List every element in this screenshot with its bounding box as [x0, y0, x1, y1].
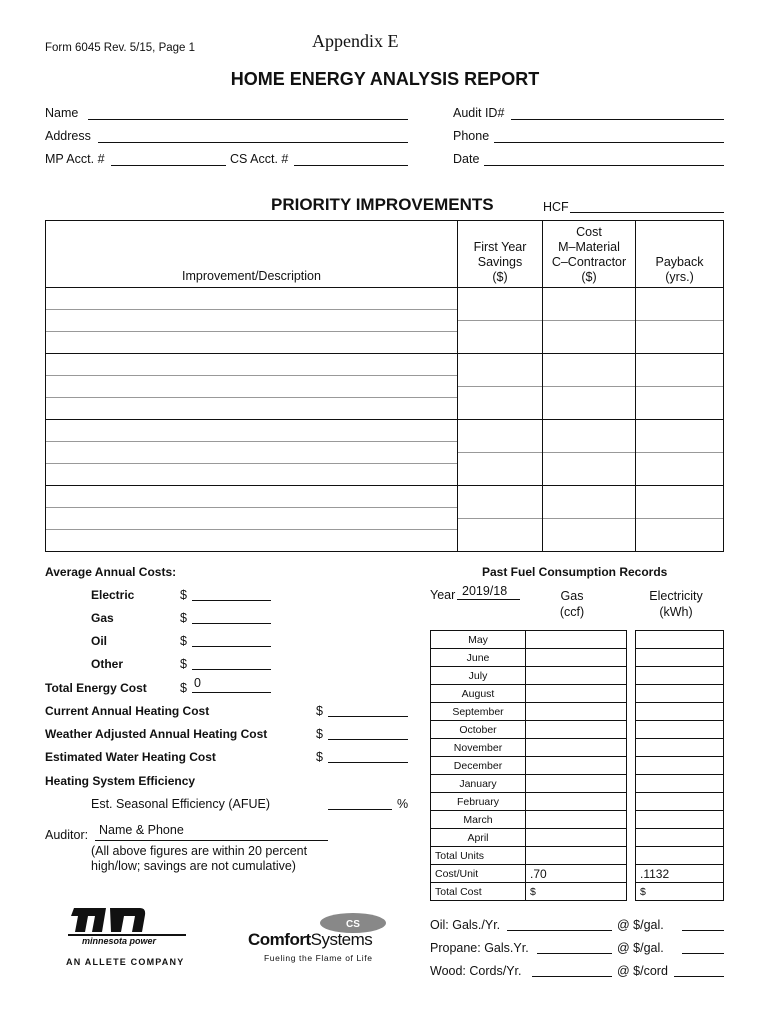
gas-value-cell[interactable] — [526, 793, 627, 811]
month-row-label: February — [431, 793, 526, 811]
electric-label: Electric — [91, 588, 135, 602]
mp-tagline: AN ALLETE COMPANY — [66, 957, 185, 967]
month-row — [431, 685, 724, 703]
col-payback-header: Payback (yrs.) — [636, 221, 724, 288]
gas-field[interactable] — [192, 623, 271, 624]
cs-acct-field[interactable] — [294, 165, 408, 166]
mp-name: minnesota power — [82, 936, 157, 946]
month-row-label: March — [431, 811, 526, 829]
cost-unit-row — [431, 865, 724, 883]
improvement-row — [46, 288, 724, 354]
weather-heating-dollar: $ — [316, 727, 323, 741]
oil-gals-field[interactable] — [507, 930, 612, 931]
month-row-label: August — [431, 685, 526, 703]
payback-cell[interactable] — [636, 288, 724, 354]
current-heating-dollar: $ — [316, 704, 323, 718]
minnesota-power-logo — [66, 906, 196, 968]
gas-value-cell[interactable] — [526, 649, 627, 667]
priority-table — [45, 220, 724, 552]
auditor-field[interactable] — [95, 840, 328, 841]
gas-value-cell[interactable] — [526, 685, 627, 703]
wood-cords-label: Wood: Cords/Yr. — [430, 964, 522, 978]
efficiency-heading: Heating System Efficiency — [45, 774, 196, 788]
wood-price-field[interactable] — [674, 976, 724, 977]
water-heating-dollar: $ — [316, 750, 323, 764]
column-gap — [627, 739, 636, 757]
description-cell[interactable] — [46, 420, 458, 486]
gas-dollar: $ — [180, 611, 187, 625]
total-energy-field[interactable] — [192, 692, 271, 693]
electricity-value-cell[interactable] — [636, 703, 724, 721]
column-gap — [627, 847, 636, 865]
oil-price-field[interactable] — [682, 930, 724, 931]
electricity-value-cell[interactable] — [636, 793, 724, 811]
audit-id-label: Audit ID# — [453, 106, 505, 120]
cs-name-rest: Systems — [310, 930, 373, 949]
propane-gals-label: Propane: Gals.Yr. — [430, 941, 529, 955]
phone-label: Phone — [453, 129, 490, 143]
gas-value-cell[interactable] — [526, 847, 627, 865]
month-row — [431, 703, 724, 721]
month-row-label: December — [431, 757, 526, 775]
total-energy-label: Total Energy Cost — [45, 681, 147, 695]
month-row — [431, 631, 724, 649]
savings-cell[interactable] — [458, 486, 543, 552]
other-dollar: $ — [180, 657, 187, 671]
water-heating-label: Estimated Water Heating Cost — [45, 750, 216, 764]
improvement-row — [46, 354, 724, 420]
gas-value-cell[interactable] — [526, 631, 627, 649]
column-gap — [627, 703, 636, 721]
phone-field[interactable] — [494, 142, 724, 143]
month-row — [431, 667, 724, 685]
electricity-value-cell[interactable] — [636, 847, 724, 865]
improvement-row — [46, 420, 724, 486]
column-gap — [627, 631, 636, 649]
column-gap — [627, 883, 636, 901]
electricity-value-cell[interactable] — [636, 811, 724, 829]
col-cost-header: Cost M–Material C–Contractor ($) — [543, 221, 636, 288]
description-cell[interactable] — [46, 354, 458, 420]
propane-unit-label: @ $/gal. — [617, 941, 664, 955]
propane-price-field[interactable] — [682, 953, 724, 954]
gas-value-cell[interactable] — [526, 775, 627, 793]
column-gap — [627, 721, 636, 739]
month-row-label: July — [431, 667, 526, 685]
date-label: Date — [453, 152, 480, 166]
oil-field[interactable] — [192, 646, 271, 647]
afue-field[interactable] — [328, 809, 392, 810]
electricity-value-cell[interactable] — [636, 739, 724, 757]
cost-unit-row-label: Cost/Unit — [431, 865, 526, 883]
column-gap — [627, 775, 636, 793]
propane-gals-field[interactable] — [537, 953, 612, 954]
total-energy-dollar: $ — [180, 681, 187, 695]
wood-unit-label: @ $/cord — [617, 964, 668, 978]
column-gap — [627, 757, 636, 775]
total-energy-value: 0 — [194, 676, 201, 690]
column-gap — [627, 649, 636, 667]
page-title: HOME ENERGY ANALYSIS REPORT — [230, 69, 540, 89]
address-label: Address — [45, 129, 91, 143]
cs-name — [248, 930, 372, 950]
hcf-field[interactable] — [570, 212, 724, 213]
savings-cell[interactable] — [458, 420, 543, 486]
audit-id-field[interactable] — [511, 119, 724, 120]
note-line-1: (All above figures are within 20 percent — [91, 844, 308, 858]
oil-unit-label: @ $/gal. — [617, 918, 664, 932]
electricity-value-cell[interactable]: $ — [636, 883, 724, 901]
oil-label: Oil — [91, 634, 108, 648]
cost-cell[interactable] — [543, 288, 636, 354]
column-gap — [627, 793, 636, 811]
electric-field[interactable] — [192, 600, 271, 601]
address-field[interactable] — [98, 142, 408, 143]
month-row — [431, 829, 724, 847]
col-savings-header: First Year Savings ($) — [458, 221, 543, 288]
month-row-label: January — [431, 775, 526, 793]
month-row-label: October — [431, 721, 526, 739]
col-description-header: Improvement/Description — [46, 221, 458, 288]
savings-cell[interactable] — [458, 288, 543, 354]
month-row — [431, 811, 724, 829]
month-row-label: May — [431, 631, 526, 649]
wood-cords-field[interactable] — [532, 976, 612, 977]
gas-value-cell[interactable]: .70 — [526, 865, 627, 883]
mp-acct-label: MP Acct. # — [45, 152, 105, 166]
name-field[interactable] — [88, 119, 408, 120]
current-heating-field[interactable] — [328, 716, 408, 717]
month-row — [431, 793, 724, 811]
afue-label: Est. Seasonal Efficiency (AFUE) — [91, 797, 271, 811]
cost-cell[interactable] — [543, 420, 636, 486]
gas-value-cell[interactable] — [526, 703, 627, 721]
current-heating-label: Current Annual Heating Cost — [45, 704, 210, 718]
electricity-value-cell[interactable]: .1132 — [636, 865, 724, 883]
month-row — [431, 721, 724, 739]
appendix-label: Appendix E — [312, 31, 399, 51]
total-cost-row-label: Total Cost — [431, 883, 526, 901]
electricity-header: Electricity (kWh) — [649, 589, 703, 619]
total-cost-row — [431, 883, 724, 901]
fuel-table — [430, 630, 724, 901]
total-units-row-label: Total Units — [431, 847, 526, 865]
payback-cell[interactable] — [636, 486, 724, 552]
month-row — [431, 775, 724, 793]
month-row-label: June — [431, 649, 526, 667]
weather-heating-field[interactable] — [328, 739, 408, 740]
hcf-label: HCF — [543, 200, 569, 214]
gas-value-cell[interactable] — [526, 667, 627, 685]
gas-value-cell[interactable] — [526, 739, 627, 757]
form-id: Form 6045 Rev. 5/15, Page 1 — [45, 42, 196, 54]
date-field[interactable] — [484, 165, 724, 166]
svg-text:CS: CS — [346, 919, 360, 930]
gas-label: Gas — [91, 611, 114, 625]
electric-dollar: $ — [180, 588, 187, 602]
oil-dollar: $ — [180, 634, 187, 648]
gas-value-cell[interactable] — [526, 811, 627, 829]
month-row — [431, 757, 724, 775]
auditor-value: Name & Phone — [99, 823, 184, 837]
month-row — [431, 649, 724, 667]
column-gap — [627, 685, 636, 703]
month-row-label: September — [431, 703, 526, 721]
cost-cell[interactable] — [543, 354, 636, 420]
savings-cell[interactable] — [458, 354, 543, 420]
month-row — [431, 739, 724, 757]
improvement-row — [46, 486, 724, 552]
column-gap — [627, 865, 636, 883]
column-gap — [627, 829, 636, 847]
electricity-value-cell[interactable] — [636, 631, 724, 649]
comfort-systems-logo — [248, 912, 388, 968]
water-heating-field[interactable] — [328, 762, 408, 763]
cs-tagline: Fueling the Flame of Life — [264, 953, 373, 963]
gas-header: Gas (ccf) — [559, 589, 585, 619]
year-value: 2019/18 — [462, 584, 508, 598]
percent-sign: % — [397, 797, 409, 811]
fuel-title: Past Fuel Consumption Records — [482, 565, 668, 579]
priority-title: PRIORITY IMPROVEMENTS — [271, 195, 494, 214]
year-field[interactable] — [457, 599, 520, 600]
electricity-value-cell[interactable] — [636, 685, 724, 703]
electricity-value-cell[interactable] — [636, 667, 724, 685]
gas-value-cell[interactable] — [526, 829, 627, 847]
gas-value-cell[interactable] — [526, 757, 627, 775]
description-cell[interactable] — [46, 288, 458, 354]
month-row-label: November — [431, 739, 526, 757]
payback-cell[interactable] — [636, 354, 724, 420]
cs-name-bold: Comfort — [248, 930, 311, 949]
payback-cell[interactable] — [636, 420, 724, 486]
name-label: Name — [45, 106, 79, 120]
gas-value-cell[interactable]: $ — [526, 883, 627, 901]
year-label: Year — [430, 588, 456, 602]
cost-cell[interactable] — [543, 486, 636, 552]
electricity-value-cell[interactable] — [636, 721, 724, 739]
column-gap — [627, 811, 636, 829]
total-units-row — [431, 847, 724, 865]
electricity-value-cell[interactable] — [636, 757, 724, 775]
other-label: Other — [91, 657, 124, 671]
description-cell[interactable] — [46, 486, 458, 552]
weather-heating-label: Weather Adjusted Annual Heating Cost — [45, 727, 268, 741]
mp-acct-field[interactable] — [111, 165, 226, 166]
costs-heading: Average Annual Costs: — [45, 565, 177, 579]
note-line-2: high/low; savings are not cumulative) — [91, 859, 296, 873]
month-row-label: April — [431, 829, 526, 847]
electricity-value-cell[interactable] — [636, 649, 724, 667]
electricity-value-cell[interactable] — [636, 829, 724, 847]
column-gap — [627, 667, 636, 685]
auditor-label: Auditor: — [45, 828, 89, 842]
other-field[interactable] — [192, 669, 271, 670]
oil-gals-label: Oil: Gals./Yr. — [430, 918, 501, 932]
electricity-value-cell[interactable] — [636, 775, 724, 793]
gas-value-cell[interactable] — [526, 721, 627, 739]
cs-acct-label: CS Acct. # — [230, 152, 289, 166]
